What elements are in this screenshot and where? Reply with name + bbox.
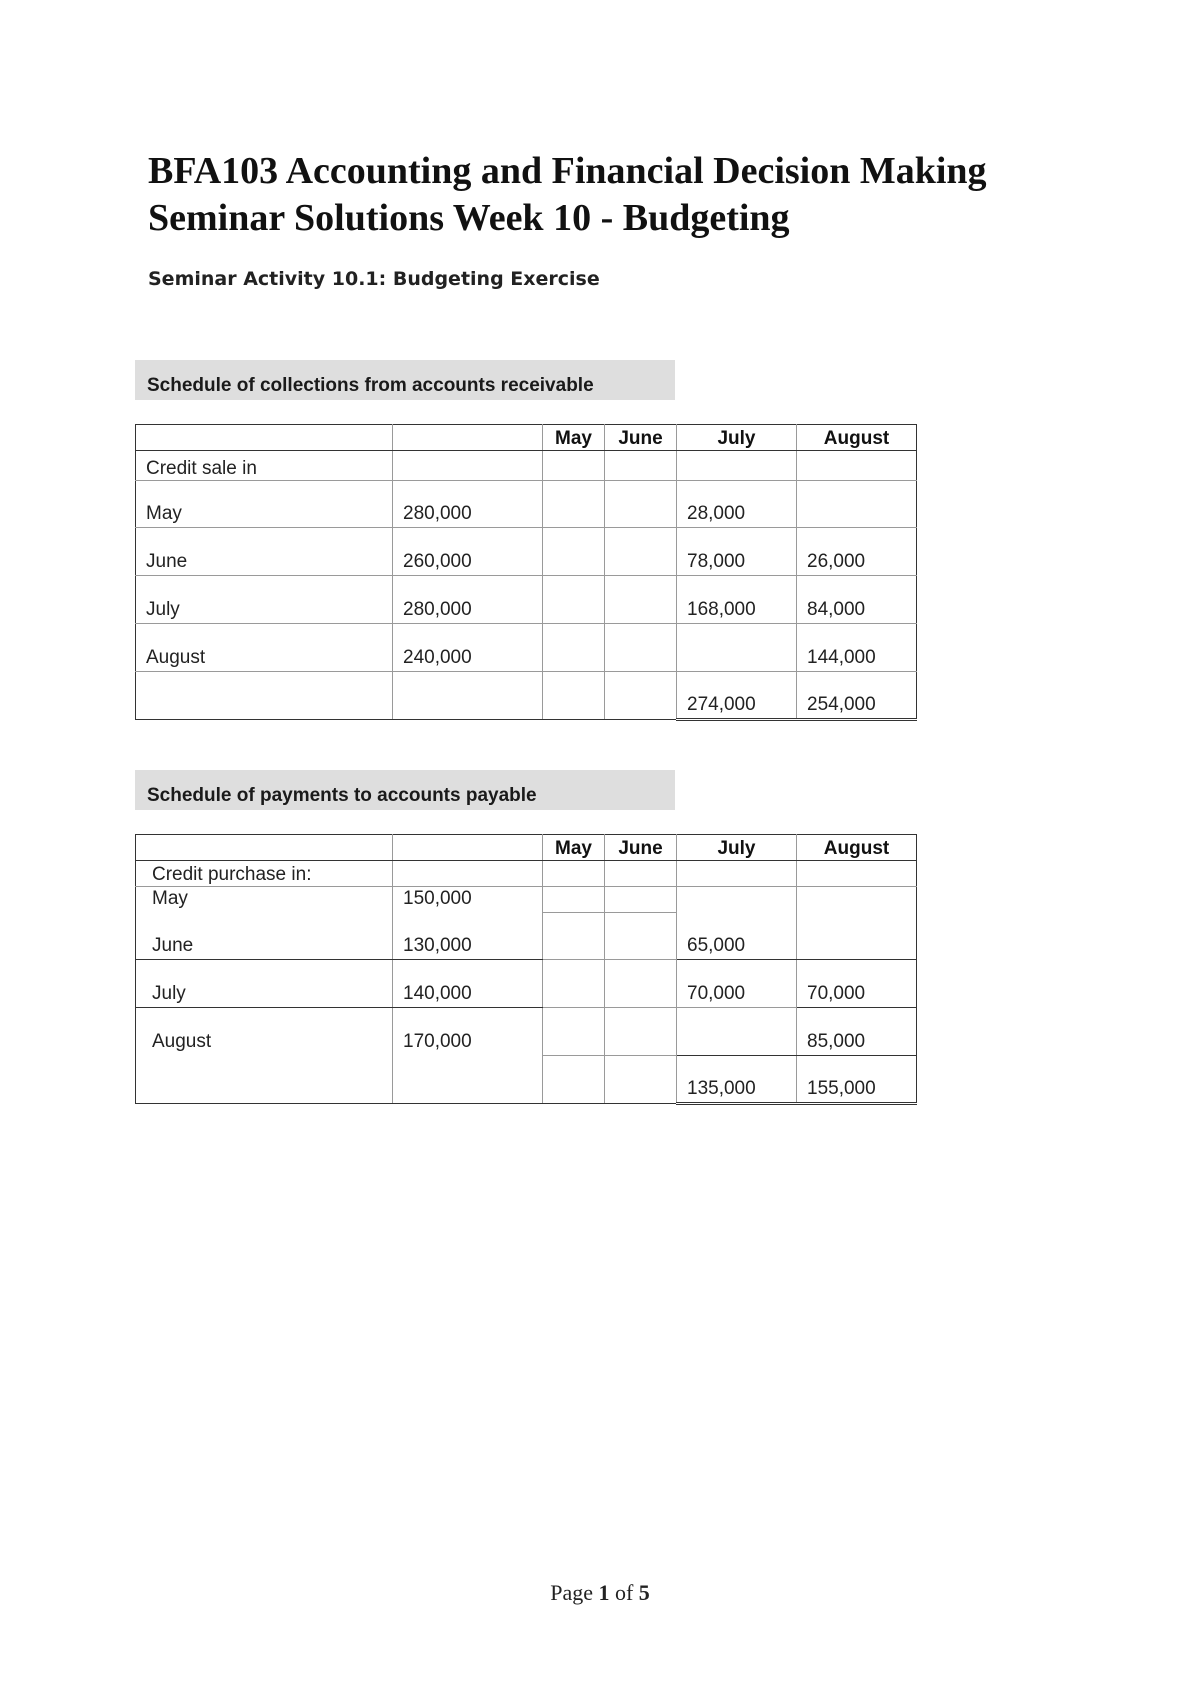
august-cell [797,887,917,913]
header-august: August [797,835,917,861]
amount-cell: 280,000 [393,481,543,528]
july-cell: 65,000 [677,913,797,960]
july-cell: 78,000 [677,528,797,576]
page-sep: of [609,1580,639,1605]
july-cell [677,624,797,672]
amount-cell: 240,000 [393,624,543,672]
may-cell [543,913,605,960]
document-title [148,148,987,242]
header-cell [393,835,543,861]
header-june: June [605,835,677,861]
june-cell [605,1008,677,1056]
table-row [136,451,917,481]
receivables-header-row [136,425,917,451]
receivables-heading: Schedule of collections from accounts receivable [135,360,675,400]
amount-cell: 150,000 [393,887,543,913]
june-cell [605,528,677,576]
table-row [136,861,917,887]
may-cell [543,576,605,624]
payables-header-row [136,835,917,861]
page-prefix: Page [550,1580,599,1605]
title-line-1: BFA103 Accounting and Financial Decision Making [148,150,987,192]
table-row [136,624,917,672]
header-may: May [543,425,605,451]
july-cell [677,1008,797,1056]
row-label: Credit sale in [136,451,393,481]
totals-row [136,1056,917,1104]
month-cell: August [136,624,393,672]
month-cell: August [136,1008,393,1056]
august-cell: 26,000 [797,528,917,576]
table-row [136,960,917,1008]
may-cell [543,1008,605,1056]
page-current: 1 [598,1580,610,1605]
august-cell: 70,000 [797,960,917,1008]
row-label: Credit purchase in: [136,861,393,887]
may-cell [543,528,605,576]
header-july: July [677,835,797,861]
table-row [136,913,917,960]
table-row [136,1008,917,1056]
table-row [136,887,917,913]
header-cell [136,835,393,861]
june-cell [605,960,677,1008]
table-row [136,576,917,624]
month-cell: July [136,960,393,1008]
table-row [136,528,917,576]
may-cell [543,624,605,672]
august-cell: 84,000 [797,576,917,624]
amount-cell: 260,000 [393,528,543,576]
header-july: July [677,425,797,451]
payables-heading: Schedule of payments to accounts payable [135,770,675,810]
month-cell: June [136,913,393,960]
title-line-2: Seminar Solutions Week 10 - Budgeting [148,197,790,239]
header-cell [393,425,543,451]
total-july: 135,000 [677,1056,797,1104]
amount-cell: 130,000 [393,913,543,960]
july-cell [677,887,797,913]
activity-heading: Seminar Activity 10.1: Budgeting Exercise [148,268,600,290]
total-august: 155,000 [797,1056,917,1104]
may-cell [543,887,605,913]
august-cell [797,481,917,528]
may-cell [543,960,605,1008]
totals-row [136,672,917,720]
june-cell [605,887,677,913]
receivables-table [135,424,917,721]
header-june: June [605,425,677,451]
page-number [0,1580,1200,1606]
may-cell [543,481,605,528]
july-cell: 168,000 [677,576,797,624]
month-cell: May [136,481,393,528]
august-cell: 144,000 [797,624,917,672]
month-cell: June [136,528,393,576]
july-cell: 70,000 [677,960,797,1008]
header-cell [136,425,393,451]
june-cell [605,913,677,960]
june-cell [605,624,677,672]
june-cell [605,481,677,528]
amount-cell: 280,000 [393,576,543,624]
total-july: 274,000 [677,672,797,720]
total-august: 254,000 [797,672,917,720]
month-cell: July [136,576,393,624]
header-august: August [797,425,917,451]
header-may: May [543,835,605,861]
june-cell [605,576,677,624]
amount-cell: 140,000 [393,960,543,1008]
payables-table [135,834,917,1105]
page-total: 5 [638,1580,650,1605]
amount-cell: 170,000 [393,1008,543,1056]
august-cell: 85,000 [797,1008,917,1056]
month-cell: May [136,887,393,913]
july-cell: 28,000 [677,481,797,528]
august-cell [797,913,917,960]
table-row [136,481,917,528]
